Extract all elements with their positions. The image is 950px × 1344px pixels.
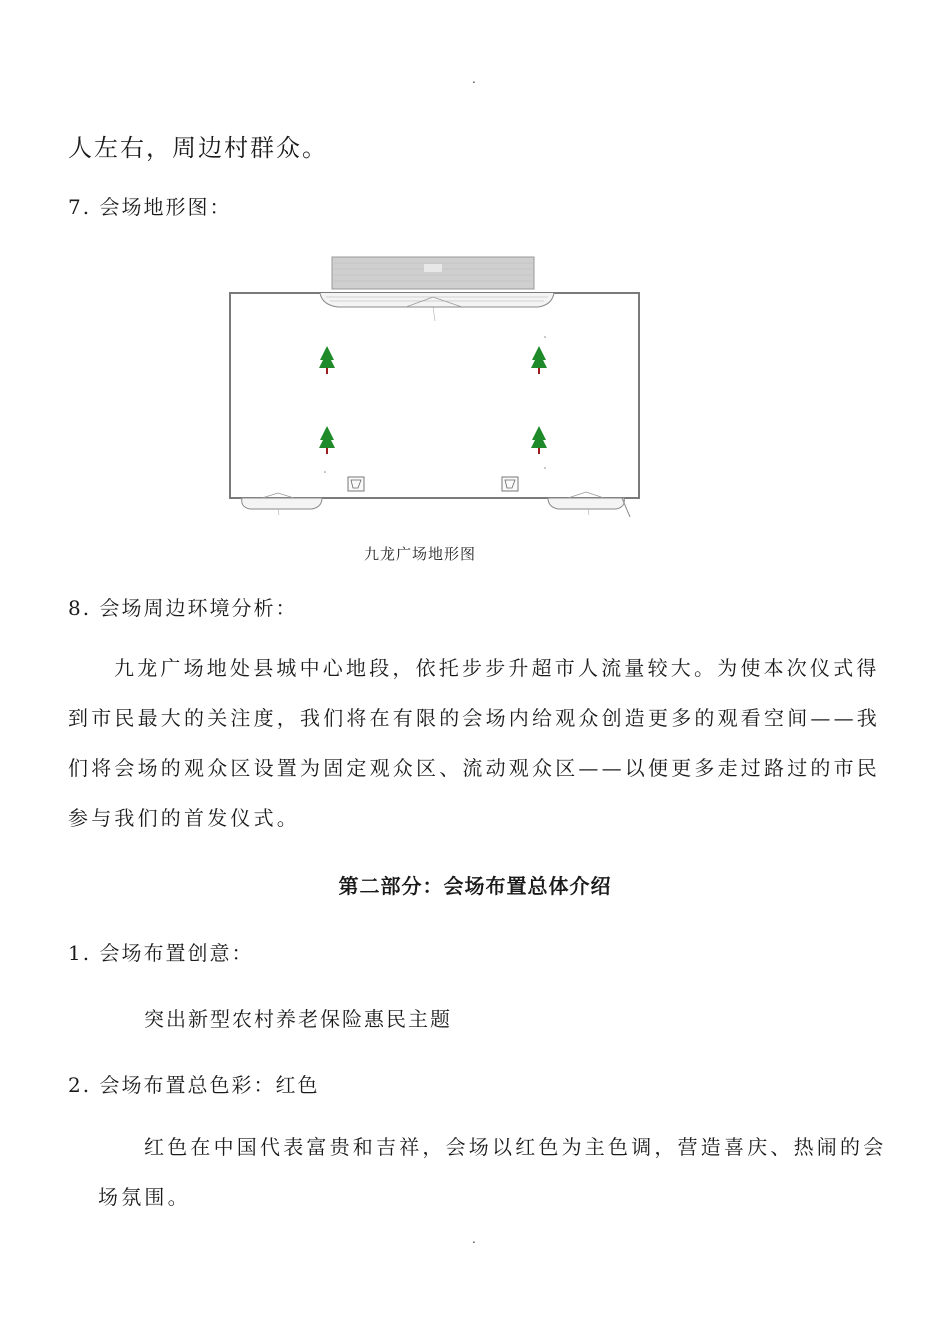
top-stairs: [320, 293, 554, 307]
item-2-heading: 2. 会场布置总色彩：红色: [68, 1073, 320, 1097]
page-bottom-mark: .: [472, 1232, 476, 1246]
item-1-heading: 1. 会场布置创意：: [68, 941, 254, 965]
part-2-title: 第二部分：会场布置总体介绍: [338, 874, 612, 898]
item-1-text: 突出新型农村养老保险惠民主题: [144, 1007, 452, 1031]
site-plan-map: [226, 255, 646, 517]
stage-label-mark: [424, 264, 442, 272]
section-8-paragraph: 九龙广场地处县城中心地段，依托步步升超市人流量较大。为使本次仪式得到市民最大的关注度，我们将在有限的会场内给观众创造更多的观看空间——我们将会场的观众区设置为固定观众区、流动观众区——以便更多走过路过的市民参与我们的首发仪式。: [68, 656, 880, 830]
kiosk-icon: [348, 477, 364, 491]
kiosk-icon: [502, 477, 518, 491]
item-2-paragraph: 红色在中国代表富贵和吉祥，会场以红色为主色调，营造喜庆、热闹的会场氛围。: [98, 1135, 887, 1209]
intro-line: 人左右，周边村群众。: [68, 134, 328, 162]
stage-block: [332, 257, 534, 289]
plaza-outline: [230, 293, 639, 498]
bottom-right-stairs: [548, 498, 624, 509]
map-caption: 九龙广场地形图: [364, 545, 477, 563]
section-7-heading: 7. 会场地形图：: [68, 195, 232, 219]
section-8-heading: 8. 会场周边环境分析：: [68, 596, 298, 620]
page-top-mark: .: [472, 72, 476, 86]
bottom-left-stairs: [242, 498, 322, 509]
